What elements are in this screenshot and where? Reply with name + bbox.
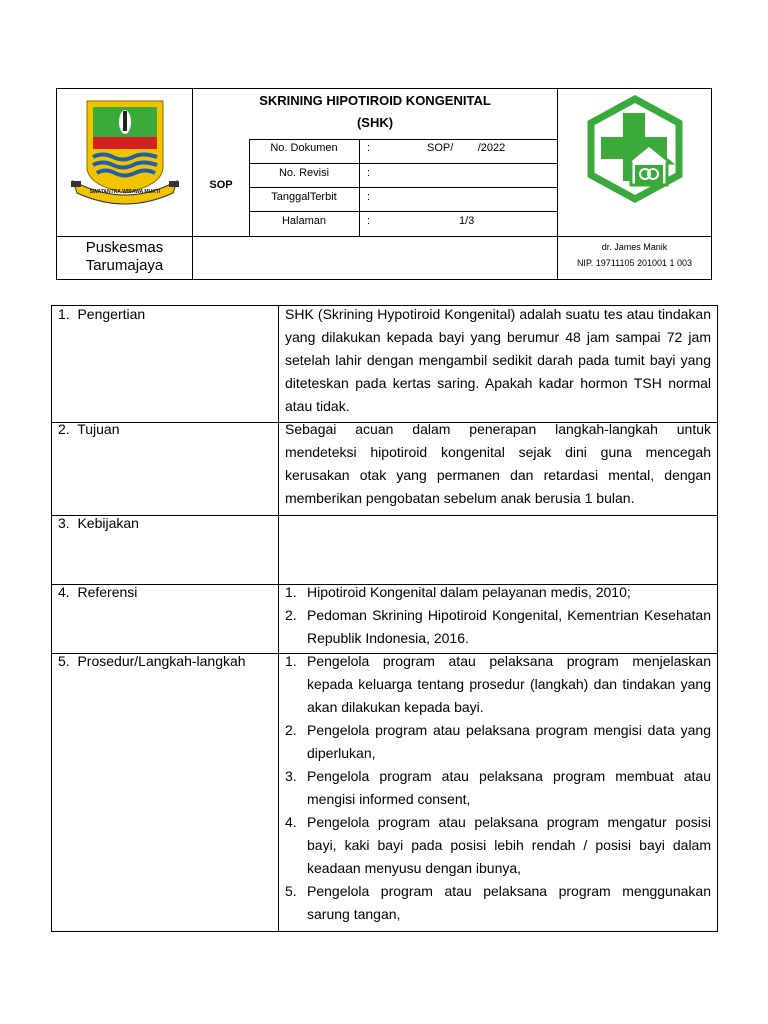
list-number: 5. bbox=[285, 883, 297, 899]
list-text: Pengelola program atau pelaksana program mengatur posisi bayi, kaki bayi pada posisi lebih rendah / posisi bayi dalam keadaan menyusu dengan ibunya, bbox=[307, 814, 711, 876]
list-item bbox=[285, 765, 711, 811]
section-label-pengertian: 1. Pengertian bbox=[58, 306, 146, 322]
list-number: 2. bbox=[285, 722, 297, 738]
field-label-no-revisi: No. Revisi bbox=[278, 167, 330, 179]
field-colon: : bbox=[367, 191, 371, 203]
list-item bbox=[285, 719, 711, 765]
section-text-tujuan: Sebagai acuan dalam penerapan langkah-langkah untuk mendeteksi hipotiroid kongenital sejak dini guna mencegah kerusakan otak yang permanen dan retardasi mental, dengan memberikan pengobatan sebelum anak berusia 1 bulan. bbox=[285, 421, 711, 506]
signer-name: dr. James Manik bbox=[601, 242, 668, 252]
org-name-line1: Puskesmas bbox=[85, 239, 164, 256]
field-label-halaman: Halaman bbox=[281, 215, 327, 227]
list-item bbox=[285, 811, 711, 880]
field-colon: : bbox=[367, 215, 371, 227]
field-value-no-dokumen: SOP/ /2022 bbox=[427, 142, 506, 154]
section-label-kebijakan: 3. Kebijakan bbox=[58, 515, 139, 531]
signer-nip: NIP. 19711105 201001 1 003 bbox=[576, 258, 693, 268]
document-subtitle: (SHK) bbox=[356, 115, 394, 130]
list-text: Pengelola program atau pelaksana program menjelaskan kepada keluarga tentang prosedur (langkah) dan tindakan yang akan dilakukan kepada bayi. bbox=[307, 653, 711, 715]
puskesmas-logo bbox=[583, 95, 687, 205]
regency-logo bbox=[69, 97, 181, 209]
field-label-tanggal-terbit: TanggalTerbit bbox=[271, 191, 337, 203]
list-text: Pedoman Skrining Hipotiroid Kongenital, Kementrian Kesehatan Republik Indonesia, 2016. bbox=[307, 607, 711, 646]
list-number: 2. bbox=[285, 607, 297, 623]
logo-motto: SWATANTRA WIBAWA MUKTI bbox=[89, 189, 161, 195]
section-label-prosedur: 5. Prosedur/Langkah-langkah bbox=[58, 653, 246, 669]
list-number: 1. bbox=[285, 653, 297, 669]
list-text: Pengelola program atau pelaksana program membuat atau mengisi informed consent, bbox=[307, 768, 711, 807]
reference-list bbox=[285, 581, 711, 650]
list-item bbox=[285, 650, 711, 719]
list-item bbox=[285, 581, 711, 604]
list-number: 3. bbox=[285, 768, 297, 784]
document-title: SKRINING HIPOTIROID KONGENITAL bbox=[259, 93, 491, 108]
section-label-tujuan: 2. Tujuan bbox=[58, 421, 120, 437]
list-number: 1. bbox=[285, 584, 297, 600]
section-text-pengertian: SHK (Skrining Hypotiroid Kongenital) adalah suatu tes atau tindakan yang dilakukan kepada bayi yang berumur 48 jam sampai 72 jam setelah lahir dengan mengambil sedikit darah pada tumit bayi yang diteteskan pada kertas saring. Apakah kadar hormon TSH normal atau tidak. bbox=[285, 306, 711, 414]
list-number: 4. bbox=[285, 814, 297, 830]
org-name-line2: Tarumajaya bbox=[85, 257, 164, 274]
procedure-list bbox=[285, 650, 711, 926]
field-label-no-dokumen: No. Dokumen bbox=[270, 142, 338, 154]
sop-content-table bbox=[51, 305, 718, 932]
list-item bbox=[285, 880, 711, 926]
list-text: Hipotiroid Kongenital dalam pelayanan medis, 2010; bbox=[307, 584, 631, 600]
sop-header-table bbox=[56, 88, 712, 280]
field-colon: : bbox=[367, 142, 371, 154]
list-item bbox=[285, 604, 711, 650]
sop-label: SOP bbox=[209, 179, 233, 191]
list-text: Pengelola program atau pelaksana program menggunakan sarung tangan, bbox=[307, 883, 711, 922]
section-label-referensi: 4. Referensi bbox=[58, 584, 138, 600]
field-colon: : bbox=[367, 167, 371, 179]
list-text: Pengelola program atau pelaksana program mengisi data yang diperlukan, bbox=[307, 722, 711, 761]
field-value-halaman: 1/3 bbox=[459, 215, 475, 227]
